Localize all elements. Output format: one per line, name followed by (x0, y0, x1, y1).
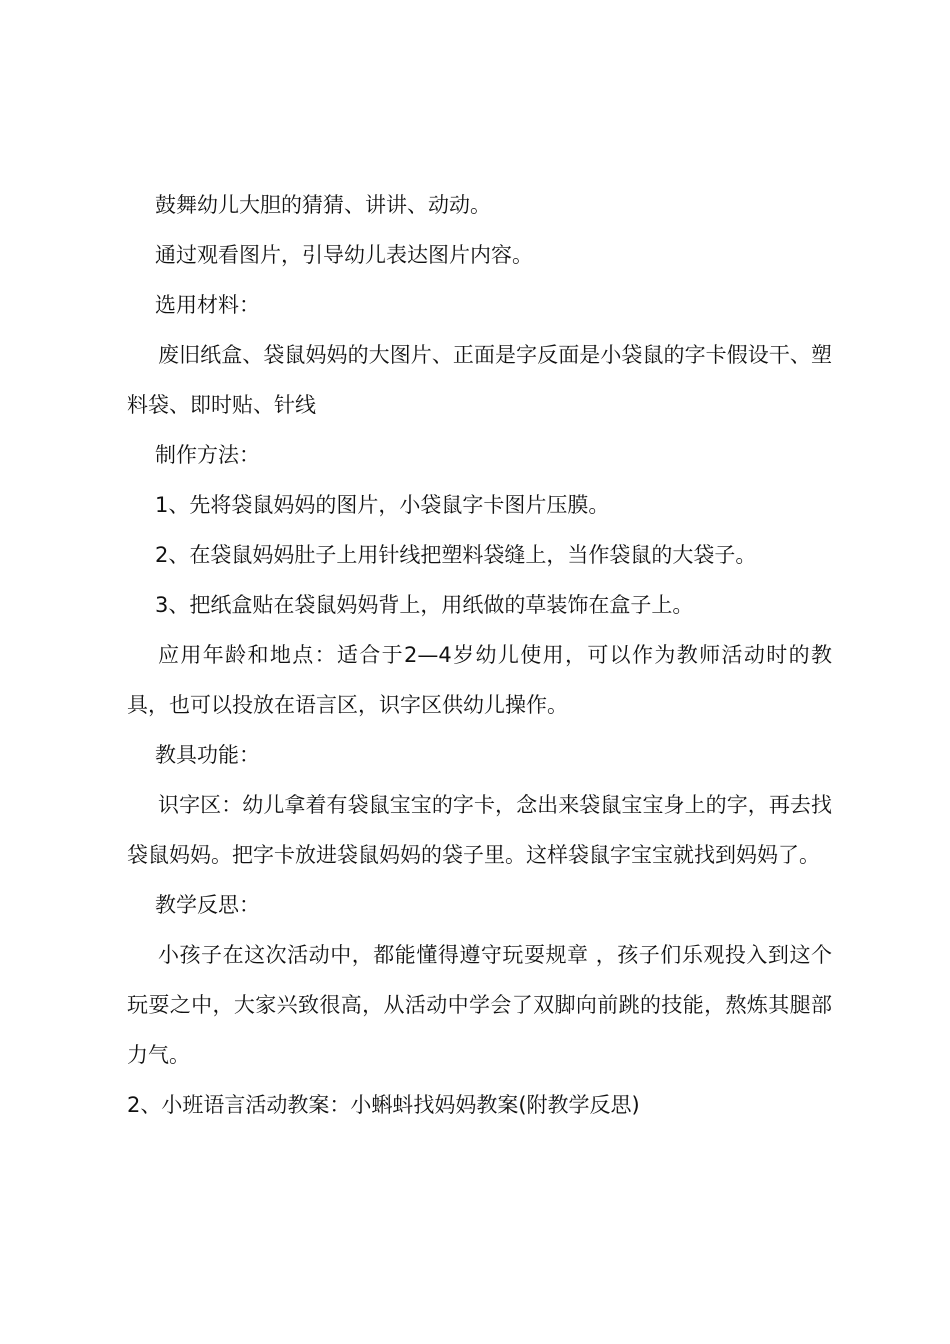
method-step-2: 2、在袋鼠妈妈肚子上用针线把塑料袋缝上，当作袋鼠的大袋子。 (155, 543, 757, 567)
paragraph-age-and-place: 应用年龄和地点：适合于2—4岁幼儿使用，可以作为教师活动时的教具，也可以投放在语言区，识字区供幼儿操作。 (127, 643, 832, 717)
paragraph-reflection: 小孩子在这次活动中，都能懂得遵守玩耍规章 ，孩子们乐观投入到这个玩耍之中，大家兴致很高，从活动中学会了双脚向前跳的技能，熬炼其腿部力气。 (127, 943, 832, 1067)
paragraph-encourage: 鼓舞幼儿大胆的猜猜、讲讲、动动。 (155, 193, 491, 217)
heading-method: 制作方法： (155, 443, 260, 467)
paragraph-materials-list: 废旧纸盒、袋鼠妈妈的大图片、正面是字反面是小袋鼠的字卡假设干、塑料袋、即时贴、针线 (127, 343, 832, 417)
heading-materials: 选用材料： (155, 293, 260, 317)
document-body (127, 180, 832, 1130)
heading-function: 教具功能： (155, 743, 260, 767)
method-step-3: 3、把纸盒贴在袋鼠妈妈背上，用纸做的草装饰在盒子上。 (155, 593, 694, 617)
heading-reflection: 教学反思： (155, 893, 260, 917)
method-step-1: 1、先将袋鼠妈妈的图片，小袋鼠字卡图片压膜。 (155, 493, 610, 517)
paragraph-observe-pictures: 通过观看图片，引导幼儿表达图片内容。 (155, 243, 533, 267)
section-title-tadpole-lesson: 2、小班语言活动教案：小蝌蚪找妈妈教案(附教学反思) (127, 1093, 640, 1117)
paragraph-literacy-area: 识字区：幼儿拿着有袋鼠宝宝的字卡，念出来袋鼠宝宝身上的字，再去找袋鼠妈妈。把字卡放进袋鼠妈妈的袋子里。这样袋鼠字宝宝就找到妈妈了。 (127, 793, 832, 867)
